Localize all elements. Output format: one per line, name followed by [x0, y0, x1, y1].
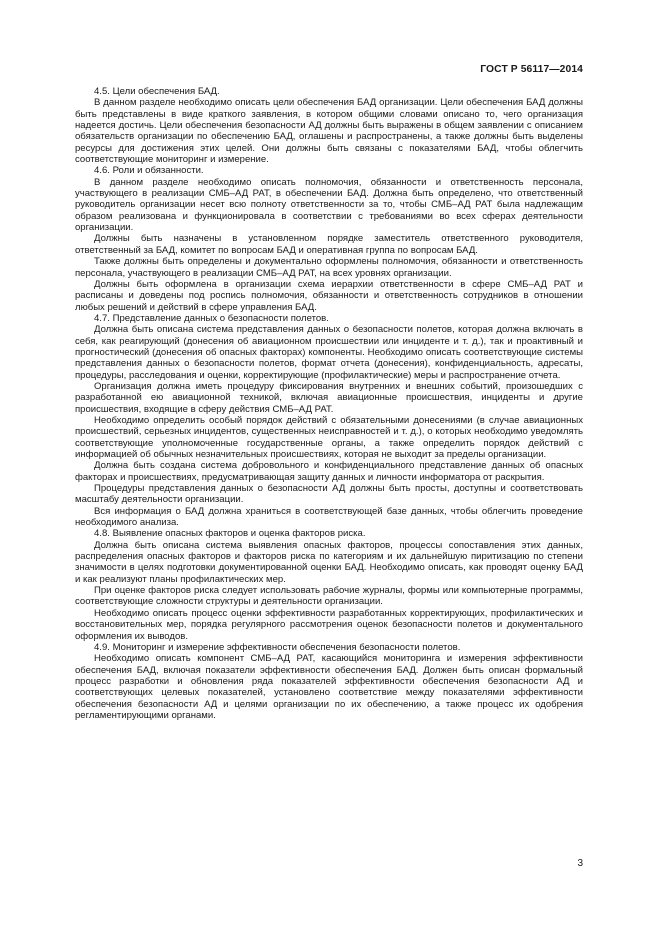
section-heading: 4.6. Роли и обязанности.: [94, 165, 204, 177]
body-paragraph: В данном разделе необходимо описать полномочия, обязанности и ответственность персонала, участвующего в реализации СМБ–АД РАТ, в обеспечении БАД. Должна быть определено, что ответственный руководитель организации несет всю полноту ответственности за то, чтобы СМБ–АД РАТ была надлежащим образом реализована и функционировала в соответствии с требованиями во всех сферах деятельности организации.: [75, 176, 583, 234]
section-heading: 4.8. Выявление опасных факторов и оценка факторов риска.: [94, 528, 366, 540]
document-body: [75, 86, 583, 721]
body-paragraph: Должна быть создана система добровольного и конфиденциального представление данных об опасных факторах и происшествиях, предусматривающая защиту данных и личности информатора от раскрытия.: [75, 460, 583, 483]
section-heading: 4.5. Цели обеспечения БАД.: [94, 86, 220, 97]
body-paragraph: Необходимо описать компонент СМБ–АД РАТ, касающийся мониторинга и измерения эффективности обеспечения БАД, включая показатели эффективности обеспечения БАД. Должен быть описан формальный процесс разработки и обновления ряда показателей эффективности обеспечения безопасности АД и соответствующих целевых показателей, установлено соответствие между показателями эффективности обеспечения безопасности АД и целями организации по их обеспечению, а также процесс их одобрения регламентирующими органами.: [75, 653, 583, 721]
body-paragraph: Должны быть назначены в установленном порядке заместитель ответственного руководителя, ответственный за БАД, комитет по вопросам БАД и оперативная группа по вопросам БАД.: [75, 233, 583, 256]
body-paragraph: Вся информация о БАД должна храниться в соответствующей базе данных, чтобы облегчить проведение необходимого анализа.: [75, 505, 583, 529]
body-paragraph: Должна быть описана система выявления опасных факторов, процессы сопоставления этих данных, распределения опасных факторов и факторов риска по категориям и их дальнейшую пиритизацию по степени значимости в целях подготовки документированной оценки БАД. Необходимо описать, как проводят оценку БАД и как реализуют планы профилактических мер.: [75, 539, 583, 585]
body-paragraph: Необходимо определить особый порядок действий с обязательными донесениями (в случае авиационных происшествий, серьезных инцидентов, существенных неисправностей и т. д.), о которых необходимо уведомлять соответствующие уполномоченные государственные органы, а также определить порядок действий с информацией об обычных незначительных происшествиях, которая не выходит за пределы организации.: [75, 414, 583, 460]
body-paragraph: Необходимо описать процесс оценки эффективности разработанных корректирующих, профилактических и восстановительных мер, порядка регулярного рассмотрения оценок безопасности полетов и документального оформления их выводов.: [75, 607, 583, 642]
body-paragraph: Организация должна иметь процедуру фиксирования внутренних и внешних событий, произошедших с разработанной ею авиационной техникой, включая авиационные происшествия, инциденты и другие происшествия, входящие в сферу действия СМБ–АД РАТ.: [75, 380, 583, 415]
body-paragraph: Должна быть описана система представления данных о безопасности полетов, которая должна включать в себя, как реагирующий (донесения об авиационном происшествии или инциденте и т. д.), так и проактивный и прогностический (донесения об опасных факторах) компоненты. Необходимо описать соответствующие системы представления данных о безопасности полетов, формат отчета (донесения), конфиденциальность, адресаты, процедуры, расследования и оценки, корректирующие (профилактические) меры и распространение отчета.: [75, 324, 583, 381]
body-paragraph: В данном разделе необходимо описать цели обеспечения БАД организации. Цели обеспечения БАД должны быть представлены в виде краткого заявления, в котором общими словами описано то, чего организация надеется достичь. Цели обеспечения безопасности АД должны быть выражены в общем заявлении с описанием обязательств организации по обеспечению БАД, оглашены и распространены, а также должны быть выделены ресурсы для достижения этих целей. Они должны быть связаны с показателями БАД, чтобы облегчить соответствующие мониторинг и измерение.: [75, 97, 583, 166]
body-paragraph: Процедуры представления данных о безопасности АД должны быть просты, доступны и соответствовать масштабу деятельности организации.: [75, 483, 583, 506]
body-paragraph: Также должны быть определены и документально оформлены полномочия, обязанности и ответственность персонала, участвующего в реализации СМБ–АД РАТ, на всех уровнях организации.: [75, 256, 583, 279]
page-number: 3: [577, 858, 583, 869]
section-heading: 4.9. Мониторинг и измерение эффективности обеспечения безопасности полетов.: [94, 641, 461, 653]
document-header-standard-id: ГОСТ Р 56117—2014: [480, 64, 583, 75]
body-paragraph: Должны быть оформлена в организации схема иерархии ответственности в сфере СМБ–АД РАТ и расписаны и доведены под роспись полномочия, обязанности и ответственность сотрудников в отношении любых решений и действий в сфере управления БАД.: [75, 278, 583, 313]
section-heading: 4.7. Представление данных о безопасности полетов.: [94, 312, 329, 324]
body-paragraph: При оценке факторов риска следует использовать рабочие журналы, формы или компьютерные программы, соответствующие сложности структуры и деятельности организации.: [75, 585, 583, 608]
